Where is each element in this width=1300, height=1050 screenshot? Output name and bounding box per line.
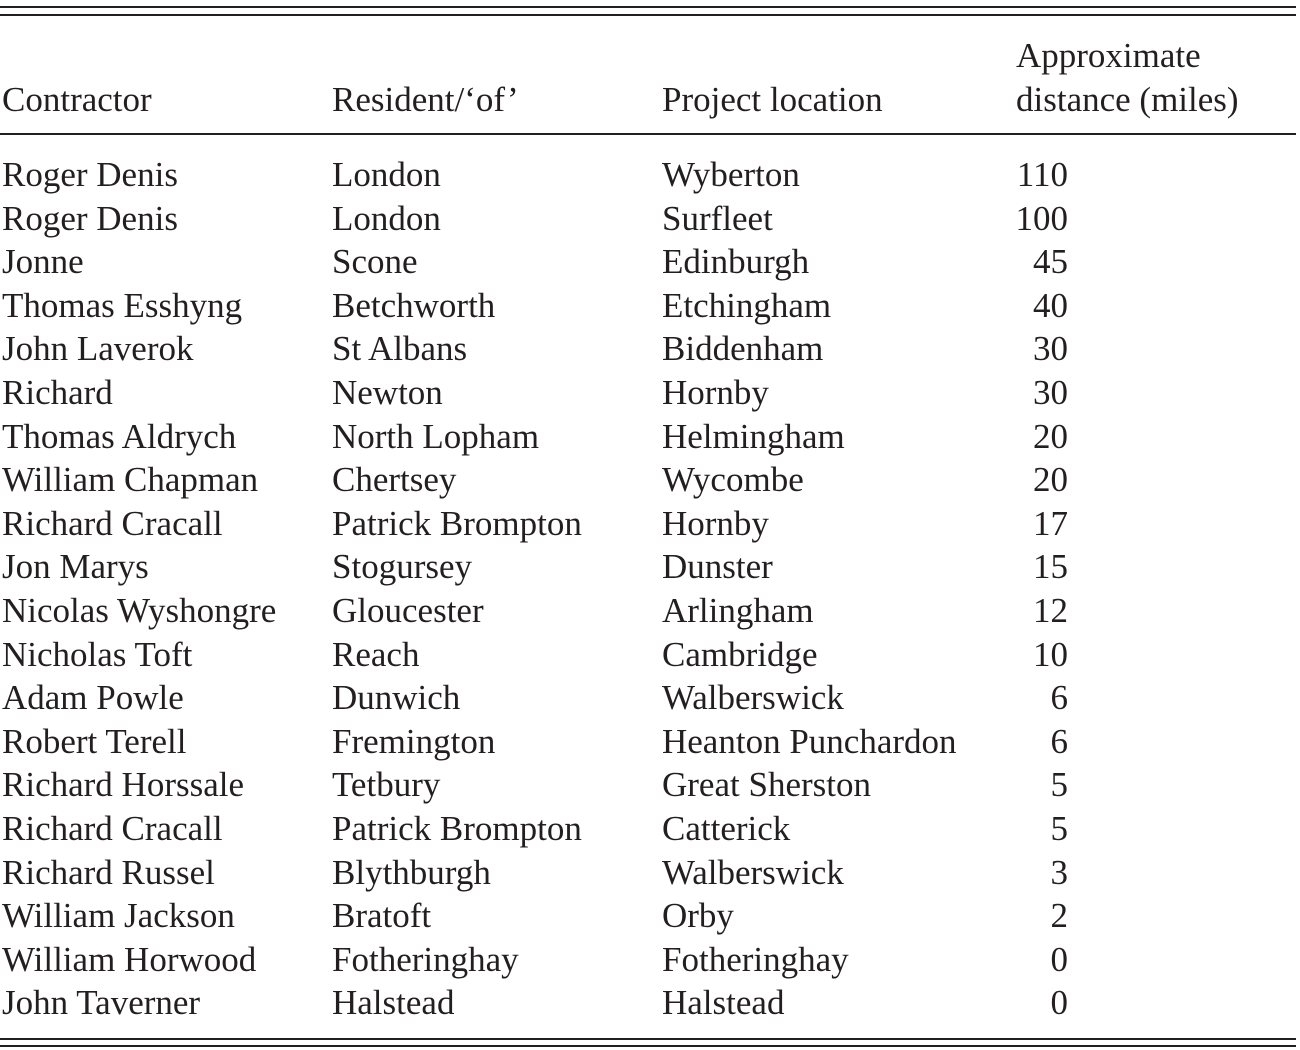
cell-project-location: Great Sherston [662,765,871,805]
cell-project-location: Etchingham [662,285,832,325]
table-row [0,197,1296,241]
header-resident: Resident/‘of’ [332,80,519,119]
cell-distance: 20 [1033,416,1068,456]
cell-project-location: Halstead [662,983,785,1023]
table-row [0,502,1296,546]
header-distance-line2: distance (miles) [1016,79,1239,119]
header-distance [1016,34,1286,121]
cell-distance: 2 [1050,896,1068,936]
header-distance-line1: Approximate [1016,36,1201,75]
cell-contractor: Thomas Aldrych [2,416,237,456]
cell-resident: Scone [332,242,418,282]
cell-contractor: Roger Denis [2,155,178,194]
header-project-location: Project location [662,80,883,119]
table-top-rule-thin [0,14,1296,16]
cell-project-location: Biddenham [662,329,824,369]
table-row [0,633,1296,677]
cell-contractor: Thomas Esshyng [2,285,243,325]
cell-project-location: Cambridge [662,634,818,674]
table-row [0,327,1296,371]
cell-contractor: Richard Cracall [2,808,223,848]
cell-distance: 45 [1033,242,1068,282]
cell-resident: Gloucester [332,590,484,630]
table-row [0,371,1296,415]
header-rule [0,133,1296,135]
cell-resident: St Albans [332,329,468,369]
cell-project-location: Hornby [662,372,769,412]
cell-distance: 30 [1033,329,1068,369]
cell-resident: Chertsey [332,460,457,500]
cell-project-location: Heanton Punchardon [662,721,957,761]
cell-distance: 0 [1050,939,1068,979]
cell-distance: 6 [1050,678,1068,718]
cell-distance: 12 [1033,590,1068,630]
table-row [0,415,1296,459]
cell-contractor: William Jackson [2,896,235,936]
cell-resident: Halstead [332,983,455,1023]
cell-project-location: Wyberton [662,155,800,194]
cell-distance: 110 [1016,155,1068,194]
cell-contractor: Jon Marys [2,547,149,587]
cell-distance: 5 [1050,808,1068,848]
cell-distance: 40 [1033,285,1068,325]
table-row [0,720,1296,764]
cell-distance: 30 [1033,372,1068,412]
cell-contractor: Nicholas Toft [2,634,193,674]
cell-project-location: Dunster [662,547,773,587]
table-bottom-rule [0,1038,1296,1040]
table-row [0,153,1296,197]
cell-project-location: Helmingham [662,416,845,456]
table-top-rule [0,6,1296,8]
cell-contractor: William Chapman [2,460,259,500]
table-row [0,981,1296,1025]
table-row [0,763,1296,807]
cell-resident: Bratoft [332,896,432,936]
cell-contractor: Nicolas Wyshongre [2,590,277,630]
table-body [0,153,1296,1025]
cell-contractor: John Laverok [2,329,194,369]
cell-project-location: Wycombe [662,460,804,500]
cell-project-location: Surfleet [662,198,773,238]
table-row [0,894,1296,938]
cell-resident: London [332,198,441,238]
cell-project-location: Walberswick [662,678,844,718]
cell-contractor: William Horwood [2,939,257,979]
cell-resident: London [332,155,441,194]
cell-project-location: Orby [662,896,734,936]
cell-distance: 17 [1033,503,1068,543]
cell-resident: Tetbury [332,765,441,805]
cell-resident: Fotheringhay [332,939,519,979]
table-row [0,851,1296,895]
table-row [0,284,1296,328]
cell-resident: Blythburgh [332,852,491,892]
cell-resident: Patrick Brompton [332,808,582,848]
cell-project-location: Catterick [662,808,791,848]
cell-distance: 100 [1015,198,1068,238]
cell-contractor: Adam Powle [2,678,184,718]
cell-contractor: John Taverner [2,983,201,1023]
table-row [0,240,1296,284]
cell-distance: 6 [1050,721,1068,761]
cell-contractor: Richard [2,372,113,412]
table-row [0,807,1296,851]
cell-project-location: Walberswick [662,852,844,892]
cell-resident: Fremington [332,721,496,761]
cell-distance: 10 [1033,634,1068,674]
cell-resident: North Lopham [332,416,540,456]
table-row [0,458,1296,502]
cell-distance: 3 [1050,852,1068,892]
cell-distance: 15 [1033,547,1068,587]
header-contractor: Contractor [2,80,152,119]
cell-contractor: Richard Cracall [2,503,223,543]
table-row [0,545,1296,589]
cell-distance: 0 [1050,983,1068,1023]
cell-project-location: Hornby [662,503,769,543]
cell-distance: 20 [1033,460,1068,500]
cell-contractor: Richard Horssale [2,765,245,805]
cell-project-location: Edinburgh [662,242,810,282]
table-row [0,589,1296,633]
table-row [0,938,1296,982]
cell-contractor: Richard Russel [2,852,215,892]
cell-resident: Newton [332,372,443,412]
cell-contractor: Robert Terell [2,721,187,761]
cell-distance: 5 [1050,765,1068,805]
cell-resident: Reach [332,634,420,674]
cell-resident: Stogursey [332,547,472,587]
cell-resident: Dunwich [332,678,461,718]
cell-contractor: Jonne [2,242,84,282]
cell-resident: Betchworth [332,285,496,325]
cell-project-location: Fotheringhay [662,939,849,979]
table-row [0,676,1296,720]
cell-resident: Patrick Brompton [332,503,582,543]
cell-contractor: Roger Denis [2,198,178,238]
cell-project-location: Arlingham [662,590,814,630]
table-bottom-rule-thin [0,1045,1296,1047]
